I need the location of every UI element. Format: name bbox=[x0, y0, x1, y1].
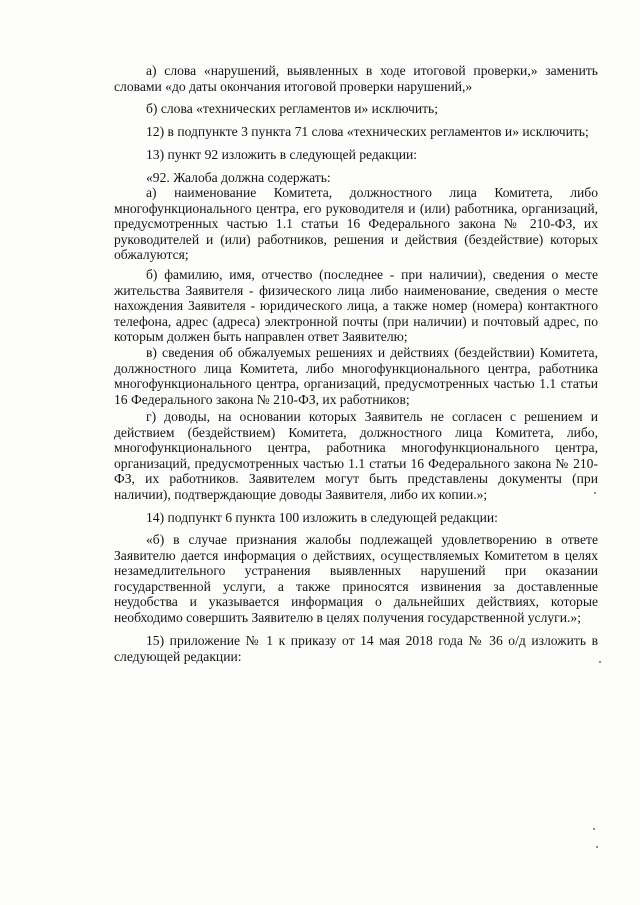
paragraph-item-a-replace-words: а) слова «нарушений, выявленных в ходе итоговой проверки,» заменить словами «до даты окончания итоговой проверки нарушений,» bbox=[114, 63, 598, 94]
paragraph-clause-92-g: г) доводы, на основании которых Заявитель не согласен с решением и действием (бездействием) Комитета, должностного лица Комитета, либо, многофункционального центра, работника многофункционального центра, организаций, предусмотренных частью 1.1 статьи 16 Федерального закона № 210-ФЗ, их работников. Заявителем могут быть представлены документы (при наличии), подтверждающие доводы Заявителя, либо их копии.»; bbox=[114, 409, 598, 502]
paragraph-clause-100-6: «б) в случае признания жалобы подлежащей удовлетворению в ответе Заявителю дается информация о действиях, осуществляемых Комитетом в целях незамедлительного устранения выявленных нарушений при оказании государственной услуги, а также приносятся извинения за доставленные неудобства и указывается информация о дальнейших действиях, которые необходимо совершить Заявителю в целях получения государственной услуги.»; bbox=[114, 532, 598, 625]
paragraph-clause-92-heading: «92. Жалоба должна содержать: bbox=[146, 170, 331, 185]
paragraph-clause-92-v: в) сведения об обжалуемых решениях и действиях (бездействии) Комитета, должностного лица Комитета, либо многофункционального центра, работника многофункционального центра, организаций, предусмотренных частью 1.1 статьи 16 Федерального закона № 210-ФЗ, их работников; bbox=[114, 345, 598, 407]
paragraph-clause-92-b: б) фамилию, имя, отчество (последнее - при наличии), сведения о месте жительства Заявителя - физического лица либо наименование, сведения о месте нахождения Заявителя - юридического лица, а также номер (номера) контактного телефона, адрес (адреса) электронной почты (при наличии) и почтовый адрес, по которым должен быть направлен ответ Заявителю; bbox=[114, 267, 598, 345]
paragraph-item-12: 12) в подпункте 3 пункта 71 слова «технических регламентов и» исключить; bbox=[146, 124, 589, 139]
paragraph-clause-92-a: а) наименование Комитета, должностного лица Комитета, либо многофункционального центра, его руководителя и (или) работника, организаций, предусмотренных частью 1.1 статьи 16 Федерального закона № 210-ФЗ, их руководителей и (или) работников, решения и действия (бездействие) которых обжалуются; bbox=[114, 185, 598, 263]
paragraph-item-14: 14) подпункт 6 пункта 100 изложить в следующей редакции: bbox=[146, 510, 498, 525]
paragraph-item-b-exclude-words: б) слова «технических регламентов и» исключить; bbox=[146, 101, 439, 116]
paragraph-item-13: 13) пункт 92 изложить в следующей редакции: bbox=[146, 147, 418, 162]
paragraph-item-15: 15) приложение № 1 к приказу от 14 мая 2018 года № 36 о/д изложить в следующей редакции: bbox=[114, 633, 598, 664]
